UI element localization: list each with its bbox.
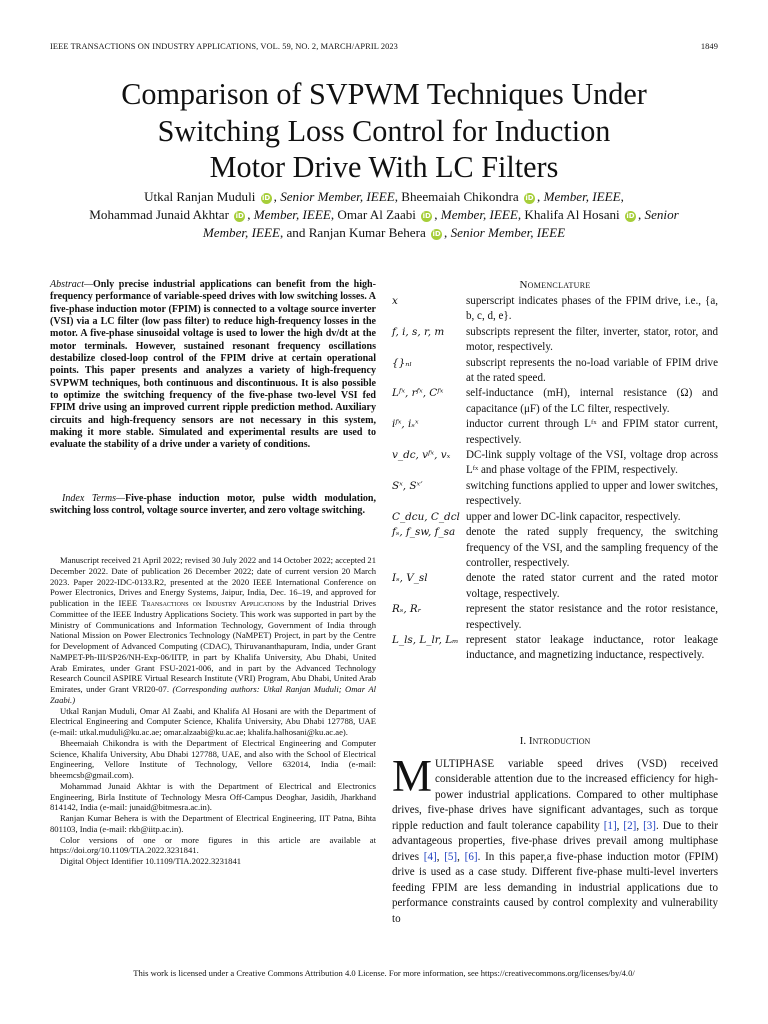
index-terms-text: Five-phase induction motor, pulse width modulation, switching loss control, voltage source inverter, and zero voltage switching.	[50, 493, 376, 517]
nomenclature-definition: inductor current through Lᶠˣ and FPIM stator current, respectively.	[466, 418, 718, 446]
nomenclature-symbol: Rₛ, Rᵣ	[392, 603, 422, 616]
nomenclature-row	[392, 386, 718, 417]
author-role: Member, IEEE	[440, 207, 518, 223]
nomenclature-row	[392, 479, 718, 510]
index-terms	[50, 493, 376, 518]
nomenclature-symbol: Sˣ, Sˣ′	[392, 479, 423, 492]
title-line-1: Comparison of SVPWM Techniques Under	[121, 77, 647, 111]
running-head	[50, 42, 718, 51]
nomenclature-row	[392, 602, 718, 633]
orcid-icon[interactable]: iD	[235, 212, 244, 221]
citation-link[interactable]: [5]	[444, 850, 458, 863]
author-name: Bheemaiah Chikondra	[401, 189, 519, 204]
nomenclature-symbol: x	[392, 295, 398, 307]
title-line-2: Switching Loss Control for Induction	[157, 113, 611, 148]
nomenclature-definition: upper and lower DC-link capacitor, respectively.	[466, 510, 681, 523]
citation-link[interactable]: [2]	[623, 819, 637, 832]
nomenclature-symbol: f, i, s, r, m	[392, 325, 445, 338]
index-terms-label: Index Terms—	[62, 493, 125, 504]
drop-cap: M	[392, 751, 433, 801]
nomenclature-definition: switching functions applied to upper and lower switches, respectively.	[466, 479, 718, 508]
nomenclature-row	[392, 571, 718, 602]
nomenclature-definition: represent stator leakage inductance, rotor leakage inductance, and magnetizing inductance, respectively.	[466, 633, 718, 662]
author-role: Senior Member, IEEE	[280, 189, 395, 204]
footnote-affiliation-2: Bheemaiah Chikondra is with the Department of Electrical Engineering and Computer Science, Khalifa University, Abu Dhabi 127788, UAE, and also with the School of Electrical Engineering, Vellore Institute of Technology, Vellore 632014, India (e-mail: bheemcsb@gmail.com).	[50, 737, 376, 780]
title-line-3: Motor Drive With LC Filters	[209, 150, 559, 184]
author-role: Member, IEEE	[543, 189, 621, 204]
nomenclature-row	[392, 294, 718, 325]
abstract-label: Abstract—	[50, 279, 93, 290]
author-role: Senior Member, IEEE	[202, 207, 679, 241]
nomenclature-row	[392, 448, 718, 479]
nomenclature-symbol: Lᶠˣ, rᶠˣ, Cᶠˣ	[392, 387, 444, 400]
intro-text: . In this paper,a five-phase induction motor (FPIM) drive is used as a case study. Different five-phase multi-level inverters feeding FPIM are less demanding in industrial applications due to performance constraints caused by control complexity and vulnerability to	[392, 850, 718, 925]
orcid-icon[interactable]: iD	[626, 212, 635, 221]
footnote-affiliation-1: Utkal Ranjan Muduli, Omar Al Zaabi, and Khalifa Al Hosani are with the Department of Electrical Engineering and Computer Science, Khalifa University, Abu Dhabi 127788, UAE (e-mail: utkal.muduli@ku.ac.ae; omar.alzaabi@ku.ac.ae; khalifa.halhosani@ku.ac.ae).	[50, 705, 376, 737]
abstract	[50, 279, 376, 452]
nomenclature-symbol: {}ₙₗ	[392, 356, 412, 369]
section-heading-introduction	[392, 735, 718, 747]
intro-text: ULTIPHASE variable speed drives (VSD) received considerable attention due to the increased efficiency for high-power industrial applications. Compared to other multiphase drives, five-phase drives have significant advantages, such as torque ripple reduction and fault tolerance capability	[392, 758, 718, 832]
nomenclature-table	[392, 294, 718, 664]
footnote-affiliation-3: Mohammad Junaid Akhtar is with the Department of Electrical and Electronics Engineering, Birla Institute of Technology Mesra Off-Campus Deoghar, Jasidih, Jharkhand 814142, India (e-mail: junaid@bitmesra.ac.in).	[50, 780, 376, 813]
nomenclature-definition: superscript indicates phases of the FPIM drive, i.e., {a, b, c, d, e}.	[466, 295, 718, 323]
nomenclature-definition: denote the rated stator current and the rated motor voltage, respectively.	[466, 572, 718, 600]
paper-title	[60, 76, 708, 186]
nomenclature-row	[392, 356, 718, 387]
nomenclature-definition: DC-link supply voltage of the VSI, voltage drop across Lᶠˣ and phase voltage of the FPIM, respectively.	[466, 449, 718, 477]
nomenclature-row	[392, 633, 718, 664]
footnote-color-versions: Color versions of one or more figures in this article are available at https://doi.org/10.1109/TIA.2022.3231841.	[50, 834, 376, 856]
author-role: Senior Member, IEEE	[450, 225, 566, 241]
footnote-doi: Digital Object Identifier 10.1109/TIA.2022.3231841	[60, 856, 242, 866]
orcid-icon[interactable]: iD	[422, 212, 431, 221]
citation-link[interactable]: [6]	[464, 850, 478, 863]
citation-link[interactable]: [1]	[603, 819, 617, 832]
nomenclature-symbol: fₛ, f_sw, f_sa	[392, 526, 456, 539]
orcid-icon[interactable]: iD	[262, 194, 271, 202]
author-name: Omar Al Zaabi	[337, 207, 416, 223]
footnote-text: Manuscript received 21 April 2022; revised 30 July 2022 and 14 October 2022; accepted 21 December 2022. Date of publication 26 December 2022; date of current version 20 March 2023. Paper 2022-IDC-0133.R2, presented at the 2020 IEEE International Conference on Power Electronics, Drives and Energy Systems, Jaipur, India, Dec. 16–19, and approved for publication in the IEEE	[50, 555, 376, 608]
nomenclature-definition: subscript represents the no-load variable of FPIM drive at the rated speed.	[466, 356, 718, 385]
journal-name: IEEE TRANSACTIONS ON INDUSTRY APPLICATIONS, VOL. 59, NO. 2, MARCH/APRIL 2023	[50, 42, 398, 51]
footnote-text: by the Industrial Drives Committee of the IEEE Industry Applications Society. This work was supported in part by the Ministry of Communications and Information Technology, Government of India through National Mission on Power Electronics Technology (NaMPET) Project, in part by the Centre for Development of Advanced Computing (CDAC), Thiruvananthapuram, India, under Grant NaMPET-Ph-III/SP26/NH-Exp-06/IITP, in part by Khalifa University, Abu Dhabi, United Arab Emirates, under Grant FSU-2021-006, and in part by the Advanced Technology Research Council ASPIRE Virtual Research Institute (VRI) Program, Abu Dhabi, United Arab Emirates, under Grant VRI20-07.	[50, 598, 376, 694]
nomenclature-symbol: L_ls, L_lr, Lₘ	[392, 633, 459, 646]
nomenclature-definition: represent the stator resistance and the rotor resistance, respectively.	[466, 603, 718, 631]
nomenclature-definition: subscripts represent the filter, inverter, stator, rotor, and motor, respectively.	[466, 325, 718, 354]
orcid-icon[interactable]: iD	[432, 230, 441, 239]
nomenclature-row	[392, 417, 718, 448]
nomenclature-row	[392, 525, 718, 571]
abstract-text: Only precise industrial applications can benefit from the high-frequency performance of variable-speed drives with low switching losses. A five-phase induction motor (FPIM) is connected to a voltage source inverter (VSI) via a LC filter (low pass filter) to reduce high-frequency losses in the motor. A five-phase sinusoidal voltage is used to lower the high dv/dt at the motor terminals. However, sustained resonant frequency oscillations destabilize closed-loop control of the FPIM drive at certain operational points. This paper presents and analyzes a variety of high-frequency SVPWM techniques, both continuous and discontinuous. It is also possible to optimize the switching frequency of the five-phase two-level VSI fed FPIM drive using an improved current ripple prediction method. Auxiliary circuits and high-frequency sensors are not necessary in this system, making it more stable. Simulated and experimental results are used to evaluate the stability of a drive under a variety of conditions.	[50, 279, 376, 451]
orcid-icon[interactable]: iD	[525, 194, 534, 202]
nomenclature-definition: self-inductance (mH), internal resistance (Ω) and capacitance (μF) of the LC filter, respectively.	[466, 387, 718, 415]
nomenclature-symbol: iᶠˣ, iₛˣ	[392, 418, 419, 431]
corresponding-authors: (Corresponding authors: Utkal Ranjan Muduli; Omar Al Zaabi.)	[50, 684, 376, 705]
citation-link[interactable]: [4]	[423, 850, 437, 863]
nomenclature-row	[392, 510, 718, 525]
author-name: Ranjan Kumar Behera	[308, 225, 426, 241]
section-title: Introduction	[528, 735, 591, 747]
nomenclature-symbol: v_dc, vᶠˣ, vₓ	[392, 449, 451, 462]
footnote-affiliation-4: Ranjan Kumar Behera is with the Department of Electrical Engineering, IIT Patna, Bihta 801103, India (e-mail: rkb@iitp.ac.in).	[50, 813, 376, 834]
nomenclature-definition: denote the rated supply frequency, the switching frequency of the VSI, and the sampling frequency of the controller, respectively.	[466, 526, 718, 569]
author-role: Member, IEEE	[253, 207, 331, 223]
author-name: Mohammad Junaid Akhtar	[89, 207, 229, 223]
author-name: Khalifa Al Hosani	[524, 207, 620, 223]
nomenclature-symbol: C_dcu, C_dcl	[392, 510, 460, 523]
author-list: Utkal Ranjan Muduli iD , Senior Member, IEEE, Bheemaiah Chikondra iD , Member, IEEE, Mohammad Junaid Akhtar iD , Member, IEEE, Omar Al Zaabi iD , Member, IEEE, Khalifa Al Hosani iD , Senior Member, IEEE, and Ranjan Kumar Behera iD , Senior Member, IEEE	[89, 189, 679, 241]
page-number: 1849	[700, 42, 718, 51]
introduction-body: MULTIPHASE variable speed drives (VSD) received considerable attention due to the increased efficiency for high-power industrial applications. Compared to other multiphase drives, five-phase drives have significant advantages, such as torque ripple reduction and fault tolerance capability [1], [2], [3]. Due to their advantageous properties, five-phase drives prevail among multiphase drives [4], [5], [6]. In this paper,a five-phase induction motor (FPIM) drive is used as a case study. Different five-phase multi-level inverters feeding FPIM are less demanding in industrial applications due to performance constraints caused by control complexity and vulnerability to	[392, 751, 719, 925]
first-page-footnote	[50, 555, 376, 867]
journal-small-caps: Transactions on Industry Applications	[141, 598, 285, 608]
section-number: I.	[519, 735, 527, 747]
nomenclature-row	[392, 325, 718, 356]
intro-text: . Due to their advantageous properties, five-phase drives prevail among multiphase drives	[392, 819, 719, 863]
nomenclature-heading: Nomenclature	[519, 279, 591, 291]
citation-link[interactable]: [3]	[643, 819, 656, 832]
nomenclature-symbol: Iₛ, V_sl	[392, 572, 428, 585]
footnote-manuscript	[50, 555, 376, 706]
author-name: Utkal Ranjan Muduli	[144, 189, 256, 204]
license-notice: This work is licensed under a Creative Commons Attribution 4.0 License. For more information, see https://creativecommons.org/licenses/by/4.0/	[133, 968, 635, 978]
